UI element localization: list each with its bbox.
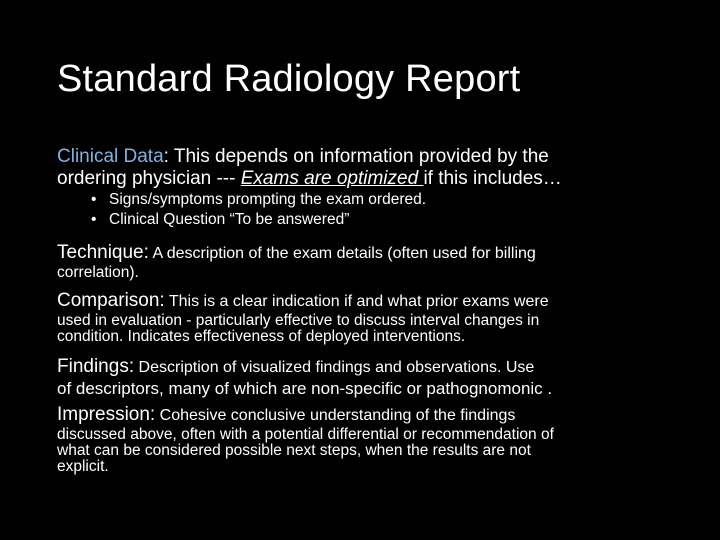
impression-section [57, 404, 697, 475]
impression-line-1 [57, 404, 697, 427]
impression-line-2: discussed above, often with a potential differential or recommendation of [57, 426, 554, 443]
comparison-line-3: condition. Indicates effectiveness of deployed interventions. [57, 328, 466, 345]
impression-text-1: Cohesive conclusive understanding of the findings [155, 407, 516, 424]
findings-text-1: Description of visualized findings and observations. Use [134, 359, 535, 376]
findings-line-2: of descriptors, many of which are non-specific or pathognomonic . [57, 379, 553, 398]
clinical-data-term: Clinical Data [57, 146, 164, 167]
slide-title: Standard Radiology Report [57, 58, 521, 100]
comparison-text-1: This is a clear indication if and what prior exams were [164, 293, 549, 310]
bullet-item [91, 190, 697, 210]
technique-line-2: correlation). [57, 264, 139, 281]
bullet-dot-icon: • [91, 191, 97, 208]
clinical-data-section [57, 146, 697, 230]
comparison-section [57, 290, 697, 345]
bullet-dot-icon: • [91, 211, 97, 228]
findings-term: Findings: [57, 356, 135, 377]
clinical-data-text-2: ordering physician --- [57, 168, 241, 189]
technique-section [57, 242, 697, 281]
comparison-line-1 [57, 290, 697, 313]
comparison-line-2: used in evaluation - particularly effective to discuss interval changes in [57, 312, 540, 329]
clinical-data-colon: : [163, 146, 169, 167]
impression-line-3: what can be considered possible next steps, when the results are not [57, 442, 531, 459]
impression-line-4: explicit. [57, 458, 109, 475]
bullet-item [91, 210, 697, 230]
findings-line-1 [57, 356, 697, 379]
findings-section [57, 356, 697, 399]
technique-text-1: A description of the exam details (often used for billing [148, 245, 536, 262]
clinical-data-text-1: This depends on information provided by the [168, 146, 549, 167]
bullet-text: Signs/symptoms prompting the exam ordered. [109, 191, 427, 208]
clinical-data-underlined-text: Exams are optimized [240, 168, 424, 189]
clinical-data-line-2 [57, 168, 697, 190]
comparison-term: Comparison: [57, 290, 165, 311]
clinical-data-text-3: if this includes… [423, 168, 562, 189]
clinical-data-line-1 [57, 146, 697, 168]
technique-line-1 [57, 242, 697, 265]
clinical-data-bullets [57, 190, 697, 230]
bullet-text: Clinical Question “To be answered” [109, 211, 350, 228]
impression-term: Impression: [57, 404, 156, 425]
technique-term: Technique: [57, 242, 149, 263]
